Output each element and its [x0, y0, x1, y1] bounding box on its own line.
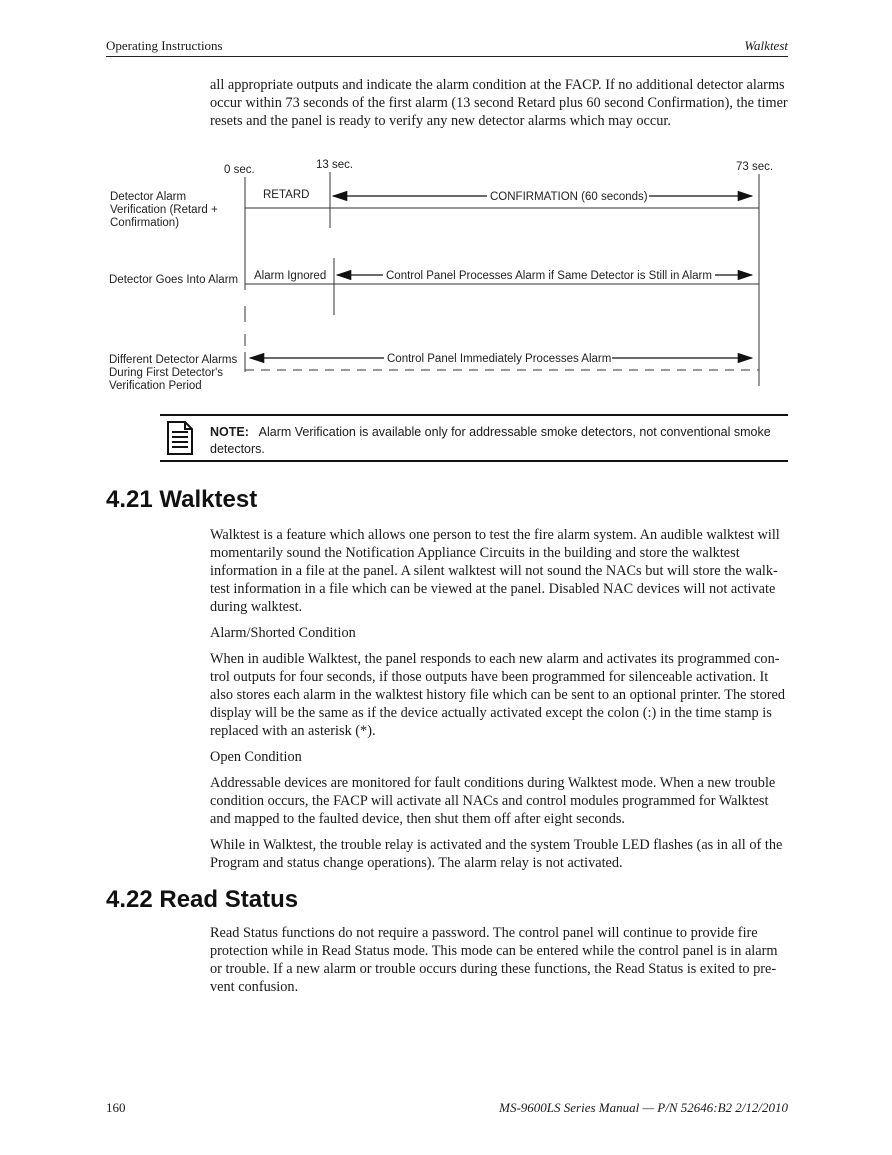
walktest-section-text — [210, 526, 788, 880]
note-box — [160, 414, 788, 462]
row3-label-line1: Different Detector Alarms — [109, 354, 238, 366]
page-header — [106, 36, 788, 57]
row1-label-line1: Detector Alarm — [110, 191, 187, 203]
read-status-paragraph-1: Read Status functions do not require a password. The control panel will continue to provide fire protection while in Read Status mode. This mode can be entered while the control panel is in alarm or trouble. If a new alarm or trouble occurs during these functions, the Read Status is exited to pre-vent confusion. — [210, 925, 778, 995]
row1-label-line2: Verification (Retard + — [110, 204, 218, 216]
time-label-73: 73 sec. — [736, 161, 774, 173]
note-document-icon — [166, 420, 194, 456]
confirmation-label: CONFIRMATION (60 seconds) — [490, 191, 648, 203]
header-left: Operating Instructions — [106, 38, 223, 53]
retard-label: RETARD — [263, 189, 310, 201]
row3-label-line3: Verification Period — [109, 380, 202, 392]
time-label-13: 13 sec. — [316, 159, 354, 171]
section-heading-walktest: 4.21 Walktest — [106, 486, 258, 513]
walktest-paragraph-3: Addressable devices are monitored for fault conditions during Walktest mode. When a new trouble condition occurs, the FACP will activate all NACs and control modules programmed for Walktest and mapped to the faulted device, then shut them off after eight seconds. — [210, 775, 776, 827]
manual-reference: MS-9600LS Series Manual — P/N 52646:B2 2/12/2010 — [499, 1100, 788, 1115]
row3-label-line2: During First Detector's — [109, 367, 224, 379]
alarm-ignored-label: Alarm Ignored — [254, 270, 327, 282]
note-body: Alarm Verification is available only for addressable smoke detectors, not conventional smoke detectors. — [210, 425, 771, 456]
row1-label-line3: Confirmation) — [110, 217, 180, 229]
header-right: Walktest — [744, 38, 788, 53]
subheading-open-condition: Open Condition — [210, 749, 302, 765]
row1-label — [110, 191, 221, 229]
row3-label — [109, 354, 240, 392]
walktest-paragraph-2: When in audible Walktest, the panel responds to each new alarm and activates its programmed con-trol outputs for four seconds, if those outputs have been programmed for silenceable activation. It also stores each alarm in the walktest history file which can be sent to an optional printer. The stored display will be the same as if the device actually activated except the colon (:) in the time stamp is replaced with an asterisk (*). — [210, 651, 786, 739]
intro-text — [210, 76, 788, 138]
note-label: NOTE: — [210, 425, 249, 439]
read-status-section-text — [210, 924, 788, 1004]
subheading-alarm-shorted: Alarm/Shorted Condition — [210, 625, 356, 641]
walktest-paragraph-1: Walktest is a feature which allows one person to test the fire alarm system. An audible walktest will momentarily sound the Notification Appliance Circuits in the building and store the walktest information in a file at the panel. A silent walktest will not sound the NACs but will store the walk-test information in a file which can be viewed at the panel. Disabled NAC devices will not activate during walktest. — [210, 527, 780, 615]
note-text — [210, 424, 780, 458]
alarm-verification-timing-diagram — [0, 150, 892, 400]
page-number: 160 — [106, 1100, 126, 1115]
row2-label: Detector Goes Into Alarm — [109, 274, 239, 286]
time-label-0: 0 sec. — [224, 164, 255, 176]
intro-paragraph: all appropriate outputs and indicate the alarm condition at the FACP. If no additional detector alarms occur within 73 seconds of the first alarm (13 second Retard plus 60 second Confirmation), the timer resets and the panel is ready to verify any new detector alarms which may occur. — [210, 77, 788, 129]
section-heading-read-status: 4.22 Read Status — [106, 886, 299, 913]
row3-process-label: Control Panel Immediately Processes Alarm — [387, 353, 612, 365]
row2-process-label: Control Panel Processes Alarm if Same Detector is Still in Alarm — [386, 270, 712, 282]
walktest-paragraph-4: While in Walktest, the trouble relay is activated and the system Trouble LED flashes (as in all of the Program and status change operations). The alarm relay is not activated. — [210, 837, 783, 871]
